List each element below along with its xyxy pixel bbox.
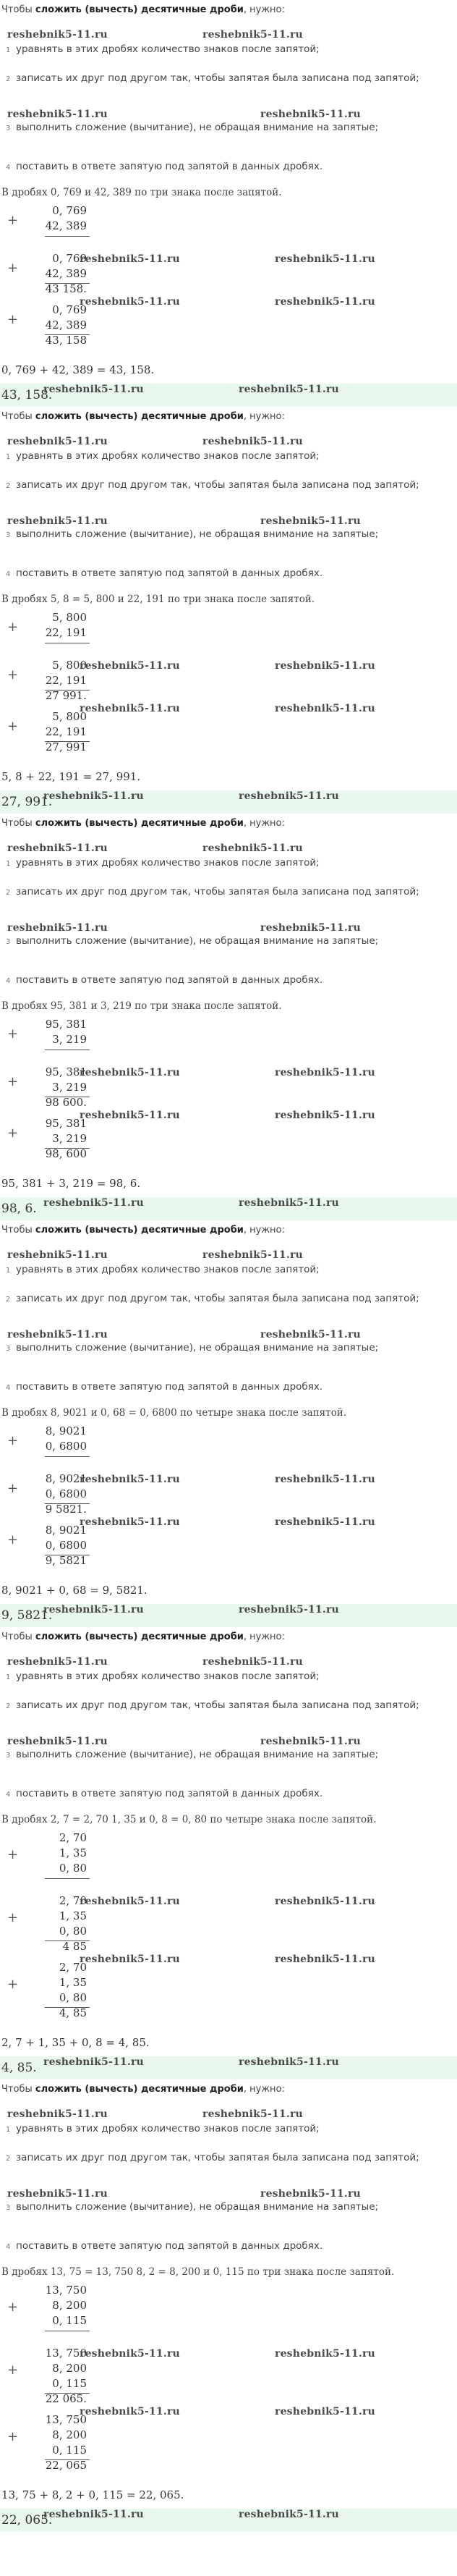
watermark: reshebnik5-11.ru <box>275 1474 375 1485</box>
watermark: reshebnik5-11.ru <box>202 2108 303 2120</box>
intro-bold: сложить (вычесть) десятичные дроби <box>35 1225 244 1236</box>
watermark: reshebnik5-11.ru <box>202 1249 303 1261</box>
column-number: 95, 381 <box>45 1117 87 1130</box>
plus-sign: + <box>7 1433 19 1448</box>
plus-sign: + <box>7 312 19 327</box>
plus-sign: + <box>7 1532 19 1547</box>
intro-prefix: Чтобы <box>1 1631 35 1642</box>
column-number: 5, 800 <box>52 710 87 723</box>
rule-number: 4 <box>6 164 11 172</box>
intro-bold: сложить (вычесть) десятичные дроби <box>35 818 244 829</box>
rule-number: 3 <box>6 1752 11 1760</box>
watermark: reshebnik5-11.ru <box>260 109 361 120</box>
answer-value: 22, 065. <box>1 2513 53 2528</box>
watermark: reshebnik5-11.ru <box>80 2348 180 2360</box>
watermark: reshebnik5-11.ru <box>80 253 180 265</box>
column-number: 98, 600 <box>45 1147 87 1160</box>
watermark: reshebnik5-11.ru <box>80 703 180 714</box>
rule-number: 1 <box>6 1267 11 1275</box>
column-number: 95, 381 <box>45 1065 87 1078</box>
rule-item <box>6 2240 323 2252</box>
watermark: reshebnik5-11.ru <box>7 515 108 527</box>
plus-sign: + <box>7 2300 19 2315</box>
column-number: 22, 191 <box>45 674 87 687</box>
plus-sign: + <box>7 719 19 734</box>
intro-line <box>1 2084 285 2095</box>
intro-suffix: , нужно: <box>243 2084 285 2095</box>
rule-number: 2 <box>6 1296 11 1304</box>
plus-sign: + <box>7 1481 19 1496</box>
rule-number: 2 <box>6 2155 11 2163</box>
rule-number: 4 <box>6 570 11 578</box>
watermark: reshebnik5-11.ru <box>260 1329 361 1340</box>
rule-number: 2 <box>6 1702 11 1710</box>
column-number: 5, 800 <box>52 611 87 624</box>
rule-text: выполнить сложение (вычитание), не обращая внимание на запятые; <box>16 122 379 133</box>
watermark: reshebnik5-11.ru <box>80 2406 180 2417</box>
watermark: reshebnik5-11.ru <box>275 703 375 714</box>
rule-item <box>6 1264 320 1275</box>
rule-item <box>6 1342 378 1354</box>
watermark: reshebnik5-11.ru <box>275 296 375 308</box>
intro-suffix: , нужно: <box>243 818 285 829</box>
column-number: 43 158. <box>45 282 87 295</box>
rule-number: 1 <box>6 453 11 461</box>
intro-bold: сложить (вычесть) десятичные дроби <box>35 1631 244 1642</box>
watermark: reshebnik5-11.ru <box>7 436 108 447</box>
problem-note: В дробях 5, 8 = 5, 800 и 22, 191 по три знака после запятой. <box>1 594 315 605</box>
watermark: reshebnik5-11.ru <box>202 29 303 41</box>
intro-line <box>1 1631 285 1642</box>
column-number: 22 065. <box>45 2392 87 2405</box>
rule-item <box>6 72 419 84</box>
rule-text: поставить в ответе запятую под запятой в данных дробях. <box>16 1788 323 1799</box>
problem-note: В дробях 95, 381 и 3, 219 по три знака после запятой. <box>1 1000 282 1012</box>
rule-item <box>6 935 378 947</box>
plus-sign: + <box>7 2362 19 2378</box>
watermark: reshebnik5-11.ru <box>275 2406 375 2417</box>
rule-text: выполнить сложение (вычитание), не обращая внимание на запятые; <box>16 1342 379 1354</box>
plus-sign: + <box>7 667 19 683</box>
plus-sign: + <box>7 1074 19 1089</box>
watermark: reshebnik5-11.ru <box>260 922 361 934</box>
watermark: reshebnik5-11.ru <box>43 1604 144 1616</box>
rule-item <box>6 528 378 540</box>
rule-text: записать их друг под другом так, чтобы запятая была записана под запятой; <box>16 886 419 898</box>
column-number: 0, 769 <box>52 303 87 316</box>
column-number: 27 991. <box>45 689 87 702</box>
plus-sign: + <box>7 620 19 635</box>
plus-sign: + <box>7 261 19 276</box>
column-number: 0, 769 <box>52 252 87 265</box>
column-number: 0, 115 <box>52 2314 87 2327</box>
column-number: 3, 219 <box>52 1132 87 1145</box>
rule-text: уравнять в этих дробях количество знаков после запятой; <box>16 1671 320 1682</box>
sum-line <box>45 1878 90 1879</box>
rule-item <box>6 886 419 898</box>
column-number: 0, 80 <box>59 1925 87 1938</box>
column-number: 0, 6800 <box>45 1539 87 1552</box>
column-number: 42, 389 <box>45 318 87 331</box>
column-number: 43, 158 <box>45 334 87 347</box>
rule-number: 1 <box>6 2126 11 2134</box>
sum-line <box>45 1456 90 1457</box>
rule-number: 4 <box>6 2243 11 2251</box>
problem-note: В дробях 13, 75 = 13, 750 8, 2 = 8, 200 и 0, 115 по три знака после запятой. <box>1 2266 395 2278</box>
watermark: reshebnik5-11.ru <box>80 1516 180 1528</box>
rule-item <box>6 479 419 491</box>
watermark: reshebnik5-11.ru <box>275 1516 375 1528</box>
column-number: 4, 85 <box>59 2006 87 2019</box>
column-number: 0, 115 <box>52 2377 87 2390</box>
rule-item <box>6 567 323 579</box>
plus-sign: + <box>7 2429 19 2444</box>
intro-bold: сложить (вычесть) десятичные дроби <box>35 4 244 15</box>
rule-text: записать их друг под другом так, чтобы запятая была записана под запятой; <box>16 1699 419 1711</box>
intro-line <box>1 818 285 829</box>
column-number: 0, 6800 <box>45 1487 87 1500</box>
answer-value: 98, 6. <box>1 1202 37 1216</box>
rule-item <box>6 1788 323 1799</box>
column-number: 27, 991 <box>45 740 87 753</box>
intro-line <box>1 411 285 422</box>
column-number: 3, 219 <box>52 1033 87 1046</box>
column-number: 13, 750 <box>45 2284 87 2297</box>
rule-item <box>6 974 323 986</box>
column-number: 0, 769 <box>52 204 87 217</box>
column-number: 5, 800 <box>52 659 87 672</box>
watermark: reshebnik5-11.ru <box>202 843 303 854</box>
watermark: reshebnik5-11.ru <box>260 515 361 527</box>
rule-text: поставить в ответе запятую под запятой в данных дробях. <box>16 161 323 172</box>
plus-sign: + <box>7 1910 19 1925</box>
intro-suffix: , нужно: <box>243 1631 285 1642</box>
rule-text: поставить в ответе запятую под запятой в данных дробях. <box>16 567 323 579</box>
watermark: reshebnik5-11.ru <box>7 2188 108 2200</box>
sum-line <box>45 236 90 237</box>
watermark: reshebnik5-11.ru <box>7 1656 108 1668</box>
rule-number: 2 <box>6 75 11 83</box>
watermark: reshebnik5-11.ru <box>80 660 180 672</box>
rule-number: 1 <box>6 1673 11 1681</box>
column-number: 13, 750 <box>45 2347 87 2360</box>
watermark: reshebnik5-11.ru <box>80 1110 180 1121</box>
answer-value: 9, 5821. <box>1 1608 53 1623</box>
column-number: 8, 9021 <box>45 1472 87 1485</box>
result-expression: 95, 381 + 3, 219 = 98, 6. <box>1 1177 141 1190</box>
rule-text: уравнять в этих дробях количество знаков после запятой; <box>16 1264 320 1275</box>
rule-text: выполнить сложение (вычитание), не обращая внимание на запятые; <box>16 2201 379 2213</box>
watermark: reshebnik5-11.ru <box>80 1067 180 1078</box>
intro-prefix: Чтобы <box>1 411 35 422</box>
watermark: reshebnik5-11.ru <box>275 1067 375 1078</box>
intro-prefix: Чтобы <box>1 4 35 15</box>
column-number: 2, 70 <box>59 1894 87 1907</box>
column-number: 8, 9021 <box>45 1524 87 1537</box>
rule-item <box>6 43 320 55</box>
column-number: 1, 35 <box>59 1976 87 1989</box>
watermark: reshebnik5-11.ru <box>7 1736 108 1747</box>
intro-line <box>1 4 285 15</box>
rule-number: 4 <box>6 1791 11 1799</box>
plus-sign: + <box>7 1126 19 1141</box>
watermark: reshebnik5-11.ru <box>275 660 375 672</box>
column-number: 22, 191 <box>45 626 87 639</box>
rule-text: выполнить сложение (вычитание), не обращая внимание на запятые; <box>16 528 379 540</box>
column-number: 42, 389 <box>45 267 87 280</box>
column-number: 4 85 <box>62 1940 87 1953</box>
column-number: 0, 115 <box>52 2444 87 2457</box>
rule-number: 3 <box>6 531 11 539</box>
watermark: reshebnik5-11.ru <box>80 1474 180 1485</box>
intro-prefix: Чтобы <box>1 1225 35 1236</box>
intro-bold: сложить (вычесть) десятичные дроби <box>35 411 244 422</box>
watermark: reshebnik5-11.ru <box>239 2509 339 2520</box>
column-number: 95, 381 <box>45 1018 87 1031</box>
rule-number: 2 <box>6 889 11 897</box>
column-number: 9 5821. <box>45 1503 87 1516</box>
rule-item <box>6 1749 378 1760</box>
column-number: 1, 35 <box>59 1846 87 1859</box>
result-expression: 5, 8 + 22, 191 = 27, 991. <box>1 770 141 783</box>
column-number: 42, 389 <box>45 219 87 232</box>
rule-item <box>6 1671 320 1682</box>
watermark: reshebnik5-11.ru <box>7 843 108 854</box>
watermark: reshebnik5-11.ru <box>275 1110 375 1121</box>
result-expression: 8, 9021 + 0, 68 = 9, 5821. <box>1 1584 148 1597</box>
column-number: 22, 065 <box>45 2459 87 2472</box>
watermark: reshebnik5-11.ru <box>7 29 108 41</box>
watermark: reshebnik5-11.ru <box>43 384 144 395</box>
rule-item <box>6 2201 378 2213</box>
column-number: 8, 200 <box>52 2362 87 2375</box>
intro-bold: сложить (вычесть) десятичные дроби <box>35 2084 244 2095</box>
rule-number: 2 <box>6 482 11 490</box>
rule-number: 3 <box>6 124 11 132</box>
column-number: 8, 200 <box>52 2428 87 2441</box>
plus-sign: + <box>7 213 19 228</box>
column-number: 0, 80 <box>59 1862 87 1875</box>
plus-sign: + <box>7 1026 19 1042</box>
column-number: 0, 6800 <box>45 1440 87 1453</box>
rule-item <box>6 161 323 172</box>
rule-text: записать их друг под другом так, чтобы запятая была записана под запятой; <box>16 72 419 84</box>
rule-number: 1 <box>6 46 11 54</box>
result-expression: 0, 769 + 42, 389 = 43, 158. <box>1 363 155 376</box>
column-number: 2, 70 <box>59 1831 87 1844</box>
watermark: reshebnik5-11.ru <box>260 2188 361 2200</box>
watermark: reshebnik5-11.ru <box>80 1954 180 1965</box>
rule-number: 3 <box>6 2204 11 2212</box>
rule-item <box>6 857 320 869</box>
rule-item <box>6 1699 419 1711</box>
rule-text: уравнять в этих дробях количество знаков после запятой; <box>16 857 320 869</box>
result-expression: 13, 75 + 8, 2 + 0, 115 = 22, 065. <box>1 2488 184 2501</box>
column-number: 8, 9021 <box>45 1424 87 1437</box>
watermark: reshebnik5-11.ru <box>7 1329 108 1340</box>
watermark: reshebnik5-11.ru <box>7 922 108 934</box>
watermark: reshebnik5-11.ru <box>43 2056 144 2068</box>
rule-item <box>6 2152 419 2163</box>
rule-item <box>6 1293 419 1304</box>
rule-text: поставить в ответе запятую под запятой в данных дробях. <box>16 2240 323 2252</box>
watermark: reshebnik5-11.ru <box>239 1604 339 1616</box>
answer-value: 4, 85. <box>1 2061 37 2075</box>
watermark: reshebnik5-11.ru <box>239 1197 339 1209</box>
watermark: reshebnik5-11.ru <box>202 436 303 447</box>
watermark: reshebnik5-11.ru <box>260 1736 361 1747</box>
plus-sign: + <box>7 1847 19 1862</box>
rule-number: 3 <box>6 938 11 946</box>
rule-text: уравнять в этих дробях количество знаков после запятой; <box>16 450 320 462</box>
rule-text: записать их друг под другом так, чтобы запятая была записана под запятой; <box>16 2152 419 2163</box>
rule-number: 4 <box>6 1384 11 1392</box>
watermark: reshebnik5-11.ru <box>7 1249 108 1261</box>
rule-number: 4 <box>6 977 11 985</box>
rule-item <box>6 2123 320 2134</box>
watermark: reshebnik5-11.ru <box>202 1656 303 1668</box>
problem-note: В дробях 8, 9021 и 0, 68 = 0, 6800 по четыре знака после запятой. <box>1 1407 347 1419</box>
rule-item <box>6 122 378 133</box>
rule-number: 3 <box>6 1345 11 1353</box>
rule-text: уравнять в этих дробях количество знаков после запятой; <box>16 43 320 55</box>
watermark: reshebnik5-11.ru <box>239 790 339 802</box>
watermark: reshebnik5-11.ru <box>80 1896 180 1907</box>
problem-note: В дробях 0, 769 и 42, 389 по три знака после запятой. <box>1 187 282 198</box>
result-expression: 2, 7 + 1, 35 + 0, 8 = 4, 85. <box>1 2036 150 2049</box>
watermark: reshebnik5-11.ru <box>43 1197 144 1209</box>
rule-text: выполнить сложение (вычитание), не обращая внимание на запятые; <box>16 1749 379 1760</box>
watermark: reshebnik5-11.ru <box>275 253 375 265</box>
answer-value: 27, 991. <box>1 795 53 809</box>
watermark: reshebnik5-11.ru <box>239 384 339 395</box>
rule-item <box>6 1381 323 1393</box>
watermark: reshebnik5-11.ru <box>275 1954 375 1965</box>
rule-number: 1 <box>6 860 11 868</box>
rule-text: записать их друг под другом так, чтобы запятая была записана под запятой; <box>16 479 419 491</box>
column-number: 98 600. <box>45 1096 87 1109</box>
column-number: 0, 80 <box>59 1991 87 2004</box>
intro-prefix: Чтобы <box>1 818 35 829</box>
plus-sign: + <box>7 1977 19 1992</box>
column-number: 3, 219 <box>52 1081 87 1094</box>
column-number: 2, 70 <box>59 1961 87 1974</box>
watermark: reshebnik5-11.ru <box>80 296 180 308</box>
column-number: 8, 200 <box>52 2299 87 2312</box>
watermark: reshebnik5-11.ru <box>43 790 144 802</box>
rule-text: записать их друг под другом так, чтобы запятая была записана под запятой; <box>16 1293 419 1304</box>
column-number: 1, 35 <box>59 1909 87 1922</box>
watermark: reshebnik5-11.ru <box>275 2348 375 2360</box>
rule-text: поставить в ответе запятую под запятой в данных дробях. <box>16 974 323 986</box>
intro-suffix: , нужно: <box>243 4 285 15</box>
rule-text: поставить в ответе запятую под запятой в данных дробях. <box>16 1381 323 1393</box>
rule-text: выполнить сложение (вычитание), не обращая внимание на запятые; <box>16 935 379 947</box>
rule-text: уравнять в этих дробях количество знаков после запятой; <box>16 2123 320 2134</box>
watermark: reshebnik5-11.ru <box>43 2509 144 2520</box>
intro-suffix: , нужно: <box>243 411 285 422</box>
watermark: reshebnik5-11.ru <box>7 109 108 120</box>
intro-prefix: Чтобы <box>1 2084 35 2095</box>
rule-item <box>6 450 320 462</box>
column-number: 22, 191 <box>45 725 87 738</box>
column-number: 13, 750 <box>45 2413 87 2426</box>
intro-line <box>1 1225 285 1236</box>
intro-suffix: , нужно: <box>243 1225 285 1236</box>
answer-value: 43, 158. <box>1 388 53 402</box>
watermark: reshebnik5-11.ru <box>275 1896 375 1907</box>
watermark: reshebnik5-11.ru <box>7 2108 108 2120</box>
problem-note: В дробях 2, 7 = 2, 70 1, 35 и 0, 8 = 0, 80 по четыре знака после запятой. <box>1 1814 377 1825</box>
watermark: reshebnik5-11.ru <box>239 2056 339 2068</box>
column-number: 9, 5821 <box>45 1554 87 1567</box>
